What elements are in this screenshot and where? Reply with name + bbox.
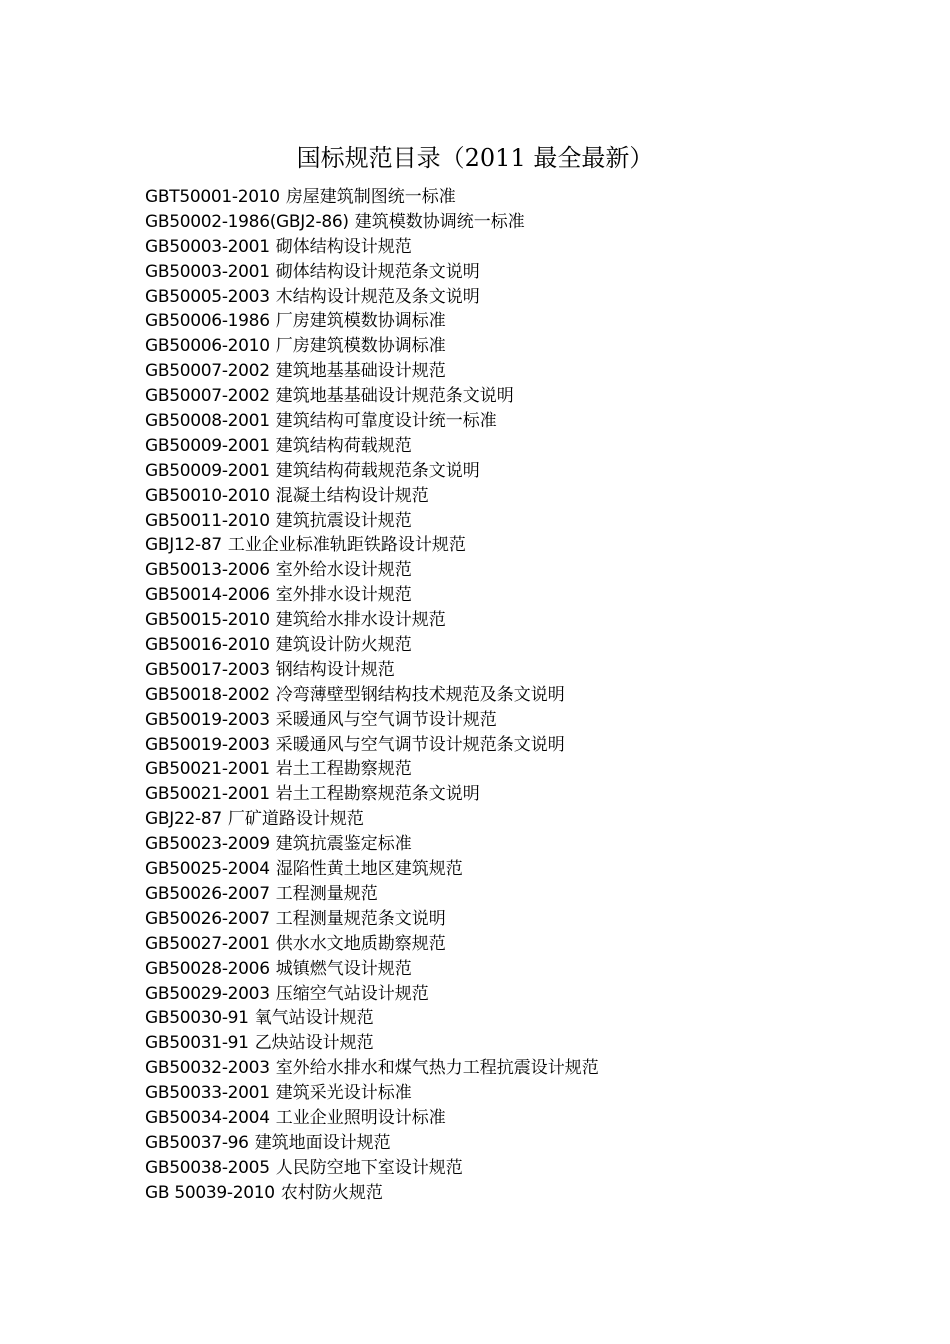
list-item — [145, 409, 905, 434]
list-item — [145, 185, 905, 210]
page-title: 国标规范目录（2011 最全最新） — [296, 144, 654, 172]
standard-code: GB50030-91 — [145, 1008, 249, 1029]
standard-name: 工业企业标准轨距铁路设计规范 — [227, 535, 466, 556]
standard-code: GB50028-2006 — [145, 958, 270, 979]
list-item — [145, 285, 905, 310]
standard-code: GB50007-2002 — [145, 386, 270, 407]
list-item — [145, 932, 905, 957]
list-item — [145, 832, 905, 857]
standard-name: 湿陷性黄土地区建筑规范 — [275, 859, 463, 880]
standard-name: 建筑模数协调统一标准 — [354, 211, 525, 232]
standard-name: 供水水文地质勘察规范 — [275, 933, 446, 954]
list-item — [145, 484, 905, 509]
standard-code: GB50006-2010 — [145, 336, 270, 357]
list-item — [145, 683, 905, 708]
standard-code: GB 50039-2010 — [145, 1182, 275, 1203]
standard-code: GB50021-2001 — [145, 784, 270, 805]
standard-name: 混凝土结构设计规范 — [275, 485, 429, 506]
standard-code: GB50011-2010 — [145, 510, 270, 531]
standard-name: 厂房建筑模数协调标准 — [275, 311, 446, 332]
list-item — [145, 309, 905, 334]
standard-name: 采暖通风与空气调节设计规范 — [275, 709, 497, 730]
standard-code: GB50016-2010 — [145, 635, 270, 656]
list-item — [145, 733, 905, 758]
list-item — [145, 210, 905, 235]
standard-code: GBJ12-87 — [145, 535, 222, 556]
list-item — [145, 782, 905, 807]
standard-code: GB50027-2001 — [145, 933, 270, 954]
standard-code: GB50032-2003 — [145, 1058, 270, 1079]
standard-name: 建筑抗震鉴定标准 — [275, 834, 412, 855]
standard-code: GB50017-2003 — [145, 659, 270, 680]
standard-code: GB50033-2001 — [145, 1083, 270, 1104]
list-item — [145, 260, 905, 285]
standard-name: 建筑结构可靠度设计统一标准 — [275, 411, 497, 432]
standard-name: 建筑地基基础设计规范条文说明 — [275, 386, 514, 407]
standard-code: GB50023-2009 — [145, 834, 270, 855]
standard-name: 房屋建筑制图统一标准 — [285, 187, 456, 207]
standard-name: 建筑给水排水设计规范 — [275, 610, 446, 631]
list-item — [145, 1006, 905, 1031]
list-item — [145, 857, 905, 882]
standards-list — [145, 185, 905, 1206]
standard-name: 人民防空地下室设计规范 — [275, 1157, 463, 1178]
list-item — [145, 509, 905, 534]
standard-name: 岩土工程勘察规范条文说明 — [275, 784, 480, 805]
list-item — [145, 1031, 905, 1056]
list-item — [145, 359, 905, 384]
standard-code: GB50002-1986(GBJ2-86) — [145, 211, 349, 232]
standard-name: 氧气站设计规范 — [254, 1008, 374, 1029]
list-item — [145, 533, 905, 558]
list-item — [145, 558, 905, 583]
standard-code: GB50019-2003 — [145, 709, 270, 730]
standard-name: 建筑结构荷载规范条文说明 — [275, 460, 480, 481]
standard-name: 室外给水排水和煤气热力工程抗震设计规范 — [275, 1058, 599, 1079]
standard-name: 厂矿道路设计规范 — [227, 809, 364, 830]
list-item — [145, 907, 905, 932]
standard-name: 建筑抗震设计规范 — [275, 510, 412, 531]
standard-name: 冷弯薄壁型钢结构技术规范及条文说明 — [275, 684, 565, 705]
standard-code: GB50007-2002 — [145, 361, 270, 382]
list-item — [145, 1106, 905, 1131]
list-item — [145, 633, 905, 658]
standard-code: GBT50001-2010 — [145, 187, 280, 207]
standard-name: 建筑结构荷载规范 — [275, 435, 412, 456]
standard-name: 木结构设计规范及条文说明 — [275, 286, 480, 307]
standard-name: 工程测量规范条文说明 — [275, 908, 446, 929]
standard-code: GB50019-2003 — [145, 734, 270, 755]
standard-name: 建筑地基基础设计规范 — [275, 361, 446, 382]
list-item — [145, 807, 905, 832]
standard-name: 城镇燃气设计规范 — [275, 958, 412, 979]
standard-name: 农村防火规范 — [280, 1182, 383, 1203]
standard-code: GB50025-2004 — [145, 859, 270, 880]
standard-name: 采暖通风与空气调节设计规范条文说明 — [275, 734, 565, 755]
standard-name: 砌体结构设计规范条文说明 — [275, 261, 480, 282]
standard-name: 建筑设计防火规范 — [275, 635, 412, 656]
standard-name: 工程测量规范 — [275, 883, 378, 904]
standard-code: GB50021-2001 — [145, 759, 270, 780]
standard-name: 建筑采光设计标准 — [275, 1083, 412, 1104]
standard-code: GB50006-1986 — [145, 311, 270, 332]
standard-code: GB50037-96 — [145, 1132, 249, 1153]
list-item — [145, 1181, 905, 1206]
standard-code: GB50034-2004 — [145, 1107, 270, 1128]
standard-code: GBJ22-87 — [145, 809, 222, 830]
list-item — [145, 882, 905, 907]
standard-code: GB50026-2007 — [145, 883, 270, 904]
standard-name: 室外排水设计规范 — [275, 585, 412, 606]
list-item — [145, 1156, 905, 1181]
list-item — [145, 1081, 905, 1106]
list-item — [145, 235, 905, 260]
list-item — [145, 982, 905, 1007]
list-item — [145, 757, 905, 782]
list-item — [145, 658, 905, 683]
standard-code: GB50008-2001 — [145, 411, 270, 432]
standard-name: 工业企业照明设计标准 — [275, 1107, 446, 1128]
list-item — [145, 957, 905, 982]
list-item — [145, 583, 905, 608]
standard-code: GB50029-2003 — [145, 983, 270, 1004]
standard-code: GB50005-2003 — [145, 286, 270, 307]
standard-code: GB50031-91 — [145, 1033, 249, 1054]
standard-name: 岩土工程勘察规范 — [275, 759, 412, 780]
standard-name: 室外给水设计规范 — [275, 560, 412, 581]
list-item — [145, 1056, 905, 1081]
standard-code: GB50009-2001 — [145, 435, 270, 456]
list-item — [145, 1131, 905, 1156]
standard-name: 压缩空气站设计规范 — [275, 983, 429, 1004]
list-item — [145, 384, 905, 409]
list-item — [145, 708, 905, 733]
list-item — [145, 459, 905, 484]
standard-code: GB50009-2001 — [145, 460, 270, 481]
standard-name: 钢结构设计规范 — [275, 659, 395, 680]
standard-name: 建筑地面设计规范 — [254, 1132, 391, 1153]
standard-code: GB50026-2007 — [145, 908, 270, 929]
standard-code: GB50038-2005 — [145, 1157, 270, 1178]
standard-name: 厂房建筑模数协调标准 — [275, 336, 446, 357]
standard-code: GB50010-2010 — [145, 485, 270, 506]
list-item — [145, 334, 905, 359]
standard-code: GB50018-2002 — [145, 684, 270, 705]
standard-code: GB50014-2006 — [145, 585, 270, 606]
standard-name: 砌体结构设计规范 — [275, 236, 412, 257]
list-item — [145, 608, 905, 633]
standard-code: GB50003-2001 — [145, 236, 270, 257]
list-item — [145, 434, 905, 459]
standard-name: 乙炔站设计规范 — [254, 1033, 374, 1054]
standard-code: GB50003-2001 — [145, 261, 270, 282]
standard-code: GB50013-2006 — [145, 560, 270, 581]
standard-code: GB50015-2010 — [145, 610, 270, 631]
